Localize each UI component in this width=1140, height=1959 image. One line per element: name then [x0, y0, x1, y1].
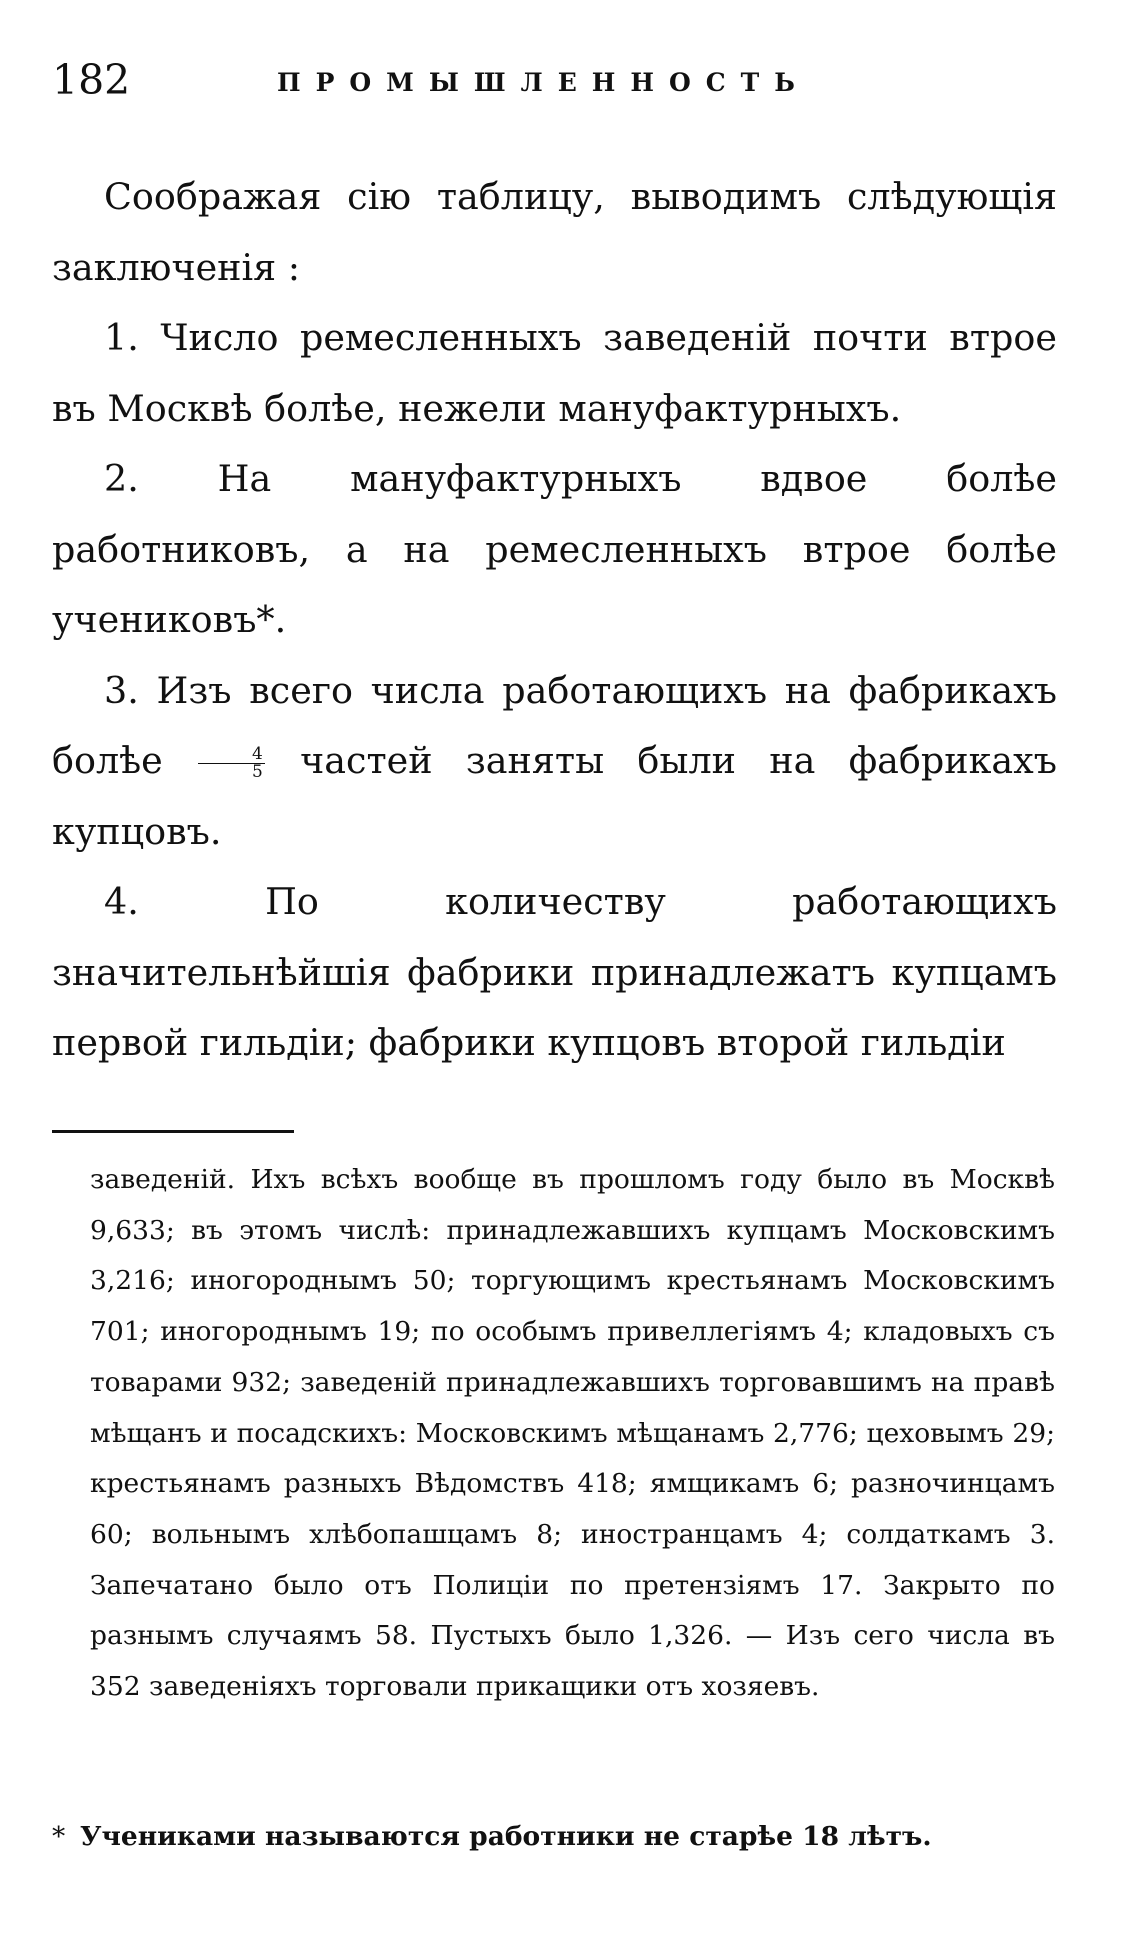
page-number: 182: [52, 56, 131, 104]
intro-paragraph: Соображая сію таблицу, выводимъ слѣдующія заключенія :: [52, 175, 1057, 289]
fraction-denominator: 5: [252, 762, 263, 782]
point-3-text-before: 3. Изъ всего числа работающихъ на фабрикахъ болѣе: [52, 668, 1057, 782]
fraction-four-fifths: [198, 746, 265, 781]
footnote-separator: [52, 1130, 294, 1133]
footnote-asterisk: *: [52, 1821, 66, 1852]
fraction-numerator: 4: [198, 746, 265, 764]
point-2: 2. На мануфактурныхъ вдвое болѣе работниковъ, а на ремесленныхъ втрое болѣе учениковъ*.: [52, 457, 1057, 641]
running-title: ПРОМЫШЛЕННОСТЬ: [277, 68, 810, 97]
page-header: [52, 56, 1052, 116]
point-3-text-after: частей заняты были на фабрикахъ купцовъ.: [52, 739, 1057, 853]
footnote-continuation-text: заведеній. Ихъ всѣхъ вообще въ прошломъ году было въ Москвѣ 9,633; въ этомъ числѣ: принадлежавшихъ купцамъ Московскимъ 3,216; иногороднымъ 50; торгующимъ крестьянамъ Московскимъ 701; иногороднымъ 19; по особымъ привеллегіямъ 4; кладовыхъ съ товарами 932; заведеній принадлежавшихъ торговавшимъ на правѣ мѣщанъ и посадскихъ: Московскимъ мѣщанамъ 2,776; цеховымъ 29; крестьянамъ разныхъ Вѣдомствъ 418; ямщикамъ 6; разночинцамъ 60; вольнымъ хлѣбопашцамъ 8; иностранцамъ 4; солдаткамъ 3. Запечатано было отъ Полиціи по претензіямъ 17. Закрыто по разнымъ случаямъ 58. Пустыхъ было 1,326. — Изъ сего числа въ 352 заведеніяхъ торговали прикащики отъ хозяевъ.: [90, 1164, 1055, 1703]
point-1: 1. Число ремесленныхъ заведеній почти втрое въ Москвѣ болѣе, нежели мануфактурныхъ.: [52, 316, 1057, 430]
footnote-students: Учениками называются работники не старѣе 18 лѣтъ.: [80, 1821, 932, 1852]
point-4: 4. По количеству работающихъ значительнѣйшія фабрики принадлежатъ купцамъ первой гильдіи; фабрики купцовъ второй гильдіи: [52, 880, 1057, 1064]
footnote-continuation: [90, 1155, 1055, 1713]
point-3: [52, 656, 1057, 868]
main-text: [52, 162, 1057, 1079]
